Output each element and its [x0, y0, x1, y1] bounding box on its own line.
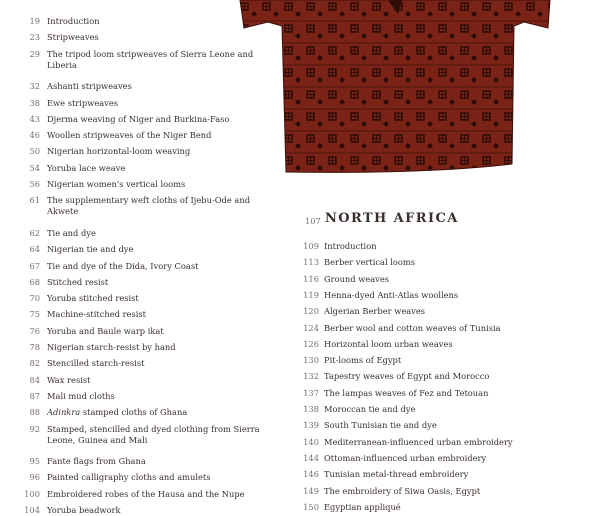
toc-page-number: 96: [29, 472, 40, 483]
toc-entry-title: Painted calligraphy cloths and amulets: [47, 472, 211, 483]
toc-entry-title: Stamped, stencilled and dyed clothing from Sierra Leone, Guinea and Mali: [47, 423, 260, 445]
toc-page-number: 64: [29, 244, 40, 255]
toc-entry-title: Nigerian horizontal-loom weaving: [47, 146, 191, 157]
toc-page-number: 95: [29, 456, 40, 467]
toc-entry-title: Mediterranean-influenced urban embroidery: [324, 436, 513, 447]
mud-cloth-garment-image: [238, 0, 552, 178]
toc-entry-title: [47, 407, 270, 418]
toc-entry-title: Henna-dyed Anti-Atlas woollens: [324, 289, 459, 300]
toc-page-number: 116: [303, 273, 319, 284]
toc-page-number: 19: [29, 16, 40, 26]
toc-page-number: 43: [29, 113, 40, 124]
toc-entry-title: Djerma weaving of Niger and Burkina-Faso: [47, 113, 230, 124]
toc-entry-title: Fante flags from Ghana: [47, 456, 146, 467]
toc-entry-title: Embroidered robes of the Hausa and the Nupe: [47, 488, 245, 499]
toc-entry-title: Machine-stitched resist: [47, 309, 146, 320]
toc-entry-title: Nigerian tie and dye: [47, 244, 134, 255]
toc-page-number: 56: [29, 179, 40, 189]
toc-page-number: 120: [303, 306, 319, 317]
toc-page-number: 109: [303, 241, 319, 251]
toc-entry-title: Horizontal loom urban weaves: [324, 338, 453, 349]
toc-page-number: 139: [303, 420, 319, 431]
toc-page-number: 46: [29, 130, 40, 141]
toc-page-number: 67: [29, 260, 40, 271]
toc-page-number: 54: [29, 162, 40, 173]
section-heading: NORTH AFRICA: [325, 211, 459, 226]
toc-entry-title: The embroidery of Siwa Oasis, Egypt: [324, 485, 481, 496]
toc-page-number: 100: [24, 488, 40, 499]
toc-page-number: 82: [29, 358, 40, 369]
toc-entry-title: Nigerian starch-resist by hand: [47, 342, 176, 352]
toc-page-number: 84: [29, 374, 40, 385]
toc-page-number: 130: [303, 355, 319, 366]
toc-entry-title: The lampas weaves of Fez and Tetouan: [324, 387, 489, 398]
toc-page-number: 38: [29, 97, 40, 108]
toc-page-number: 70: [29, 293, 40, 304]
toc-page-number: 113: [303, 257, 319, 268]
toc-entry-title: Berber vertical looms: [324, 257, 416, 268]
toc-entry-title: Yoruba and Baule warp ikat: [47, 325, 164, 336]
toc-page-number: 119: [303, 289, 319, 300]
toc-entry-title: Stencilled starch-resist: [47, 358, 145, 369]
toc-page-number: 76: [29, 325, 40, 336]
toc-entry-title: Algerian Berber weaves: [324, 306, 426, 317]
toc-entry-title: The supplementary weft cloths of Ijebu-Ode and Akwete: [47, 195, 251, 217]
section-page-number: 107: [305, 216, 321, 226]
toc-entry-title: Stitched resist: [47, 276, 109, 287]
toc-page-number: 124: [303, 322, 319, 333]
toc-page-number: 61: [29, 195, 40, 206]
toc-page-number: 132: [303, 371, 319, 382]
toc-entry-title: Ottoman-influenced urban embroidery: [324, 452, 487, 463]
toc-page-number: 29: [29, 48, 40, 59]
toc-page-number: 146: [303, 469, 319, 480]
toc-entry-title: Tapestry weaves of Egypt and Morocco: [324, 371, 490, 382]
toc-entry-title: Ground weaves: [324, 273, 390, 284]
toc-page-number: 78: [29, 342, 40, 352]
toc-entry-title: Yoruba stitched resist: [47, 293, 139, 304]
toc-page-number: 62: [29, 227, 40, 238]
toc-entry-title: Ewe stripweaves: [47, 97, 119, 108]
toc-entry-title: The tripod loom stripweaves of Sierra Leone and Liberia: [47, 48, 254, 70]
toc-entry-title: Ashanti stripweaves: [47, 81, 132, 92]
toc-page-number: 140: [303, 436, 319, 447]
toc-page-number: 126: [303, 338, 319, 349]
toc-page-number: 88: [29, 407, 40, 418]
toc-entry-title: Tie and dye: [47, 227, 96, 238]
toc-entry-title: Pit-looms of Egypt: [324, 355, 402, 366]
toc-page-number: 137: [303, 387, 319, 398]
toc-page-number: 87: [29, 390, 40, 401]
toc-entry-title: Yoruba beadwork: [47, 505, 121, 515]
toc-page-number: 138: [303, 404, 319, 414]
toc-entry-title: Tunisian metal-thread embroidery: [324, 469, 469, 480]
toc-entry-title-rest: stamped cloths of Ghana: [80, 407, 188, 418]
toc-page-number: 144: [303, 452, 319, 463]
toc-entry-title: Berber wool and cotton weaves of Tunisia: [324, 322, 501, 333]
toc-entry-title: Yoruba lace weave: [47, 162, 126, 173]
toc-entry-title: Woollen stripweaves of the Niger Bend: [47, 130, 212, 141]
toc-entry-title: Mali mud cloths: [47, 390, 115, 401]
toc-entry-title: South Tunisian tie and dye: [324, 420, 437, 431]
toc-page-number: 104: [24, 505, 40, 515]
toc-entry-title: Introduction: [47, 16, 100, 26]
toc-page-number: 50: [29, 146, 40, 157]
toc-entry-title: Moroccan tie and dye: [324, 404, 416, 414]
toc-entry-title: Introduction: [324, 241, 377, 251]
toc-entry-title: Nigerian women's vertical looms: [47, 179, 186, 189]
toc-entry-title: Tie and dye of the Dida, Ivory Coast: [47, 260, 199, 271]
toc-entry-title: Egyptian appliqué: [324, 501, 401, 512]
toc-page-number: 149: [303, 485, 319, 496]
toc-page-number: 75: [29, 309, 40, 320]
toc-page-number: 32: [29, 81, 40, 92]
toc-page-number: 150: [303, 501, 319, 512]
toc-page-number: 68: [29, 276, 40, 287]
toc-entry-title: Stripweaves: [47, 32, 99, 43]
toc-entry-title: Wax resist: [47, 374, 91, 385]
toc-page-number: 92: [29, 423, 40, 434]
toc-entry-title-italic: Adinkra: [47, 407, 81, 418]
toc-page-number: 23: [29, 32, 40, 43]
